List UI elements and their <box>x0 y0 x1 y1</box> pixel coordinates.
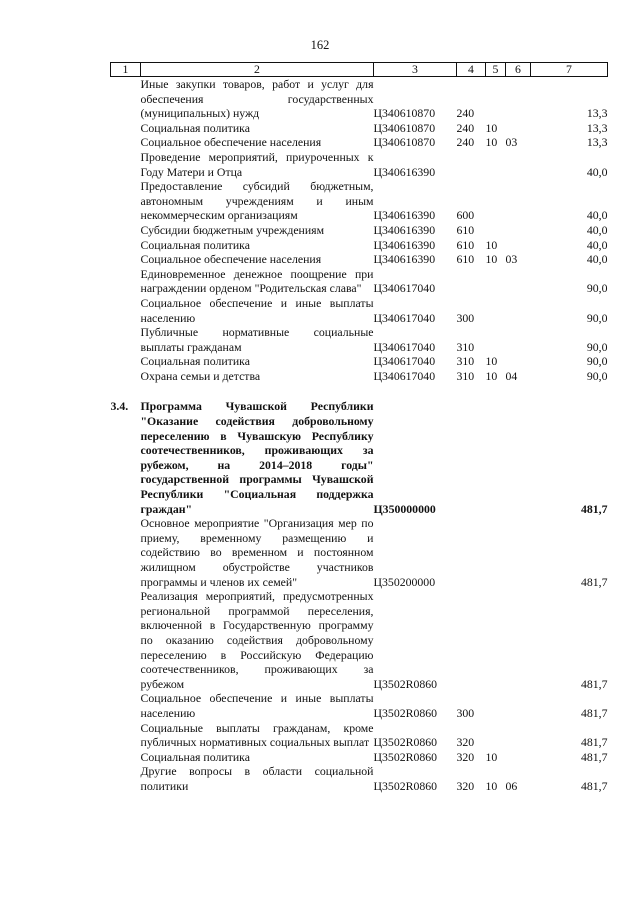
row-code: Ц340617040 <box>373 368 436 383</box>
row-section <box>486 77 506 121</box>
row-section <box>486 179 506 223</box>
row-description: Публичные нормативные социальные выплаты гражданам <box>140 325 374 354</box>
row-code: Ц340616390 <box>373 252 436 267</box>
row-amount: 40,0 <box>586 252 608 267</box>
row-code: Ц340616390 <box>373 208 436 223</box>
row-amount: 481,7 <box>580 676 608 691</box>
row-expense-type: 610 <box>456 252 475 267</box>
row-section <box>486 589 506 691</box>
row-amount: 13,3 <box>586 120 608 135</box>
table-row <box>111 223 608 238</box>
row-section <box>486 223 506 238</box>
row-code: Ц340617040 <box>373 339 436 354</box>
row-description: Единовременное денежное поощрение при награждении орденом "Родительская слава" <box>140 266 374 296</box>
row-code: Ц3502R0860 <box>373 705 438 720</box>
row-amount: 13,3 <box>586 106 608 121</box>
budget-table <box>110 62 608 794</box>
row-description: Социальные выплаты гражданам, кроме публичных нормативных социальных выплат <box>140 720 374 750</box>
row-amount: 90,0 <box>586 368 608 383</box>
row-expense-type: 240 <box>456 135 475 150</box>
row-subsection <box>506 750 531 765</box>
row-amount: 90,0 <box>586 281 608 296</box>
row-subsection <box>506 325 531 354</box>
row-subsection: 03 <box>505 252 518 267</box>
row-expense-type: 310 <box>456 339 475 354</box>
row-subsection <box>506 721 531 750</box>
row-expense-type: 310 <box>456 354 475 369</box>
table-row <box>111 121 608 136</box>
row-code: Ц340610870 <box>373 120 436 135</box>
row-subsection <box>506 589 531 691</box>
row-description: Социальная политика <box>140 354 250 369</box>
row-section <box>486 267 506 296</box>
column-header: 5 <box>486 63 506 77</box>
column-header: 6 <box>506 63 531 77</box>
row-amount: 481,7 <box>580 749 608 764</box>
row-description: Иные закупки товаров, работ и услуг для обеспечения государственных (муниципальных) нужд <box>140 77 374 121</box>
table-row <box>111 135 608 150</box>
row-description: Социальное обеспечение населения <box>140 252 322 267</box>
row-code: Ц340616390 <box>373 164 436 179</box>
table-row <box>111 296 608 325</box>
table-row <box>111 589 608 691</box>
table-row <box>111 77 608 121</box>
row-section <box>486 516 506 589</box>
row-code: Ц3502R0860 <box>373 778 438 793</box>
row-description: Предоставление субсидий бюджетным, автономным учреждениям и иным некоммерческим организациям <box>140 179 374 223</box>
table-row <box>111 325 608 354</box>
section-row <box>111 399 608 516</box>
row-code: Ц340610870 <box>373 135 436 150</box>
table-row <box>111 516 608 589</box>
row-expense-type <box>457 267 486 296</box>
row-section: 10 <box>485 135 498 150</box>
row-expense-type: 610 <box>456 237 475 252</box>
row-description: Социальная политика <box>140 749 250 764</box>
row-expense-type <box>457 150 486 179</box>
row-section: 10 <box>485 778 498 793</box>
table-header-row <box>111 63 608 77</box>
row-description: Субсидии бюджетным учреждениям <box>140 222 325 237</box>
row-section: 10 <box>485 368 498 383</box>
row-description: Социальное обеспечение и иные выплаты населению <box>140 295 374 325</box>
row-expense-type: 320 <box>456 749 475 764</box>
row-amount: 13,3 <box>586 135 608 150</box>
column-header: 3 <box>374 63 457 77</box>
table-row <box>111 150 608 179</box>
row-description: Охрана семьи и детства <box>140 368 261 383</box>
table-row <box>111 691 608 720</box>
row-description: Социальная политика <box>140 120 250 135</box>
section-number: 3.4. <box>110 399 129 414</box>
row-section: 10 <box>485 749 498 764</box>
row-code: Ц340616390 <box>373 222 436 237</box>
row-subsection <box>506 179 531 223</box>
row-code: Ц340617040 <box>373 281 436 296</box>
row-amount: 40,0 <box>586 208 608 223</box>
row-code: Ц3502R0860 <box>373 749 438 764</box>
row-expense-type: 240 <box>456 120 475 135</box>
section-title: Программа Чувашской Республики "Оказание содействия добровольному переселению в Чувашскую Республику соотечественников, проживающих за рубежом, на 2014–2018 годы" государственной программы Чувашской Республики "Социальная поддержка граждан" <box>140 399 374 516</box>
column-header: 7 <box>531 63 608 77</box>
row-expense-type <box>457 589 486 691</box>
row-amount: 481,7 <box>580 705 608 720</box>
row-subsection <box>506 516 531 589</box>
section-amount: 481,7 <box>580 501 608 516</box>
column-header: 1 <box>111 63 141 77</box>
row-section <box>486 325 506 354</box>
table-body <box>111 77 608 794</box>
row-section: 10 <box>485 252 498 267</box>
row-subsection: 03 <box>505 135 518 150</box>
row-amount: 481,7 <box>580 574 608 589</box>
row-description: Другие вопросы в области социальной политики <box>140 764 374 793</box>
row-expense-type: 300 <box>456 705 475 720</box>
row-amount: 481,7 <box>580 735 608 750</box>
row-code: Ц340610870 <box>373 106 436 121</box>
row-code: Ц340617040 <box>373 310 436 325</box>
row-code: Ц340617040 <box>373 354 436 369</box>
row-subsection <box>506 223 531 238</box>
row-subsection <box>506 296 531 325</box>
row-description: Реализация мероприятий, предусмотренных региональной программой переселения, включенной в Государственную программу по оказанию содействия добровольному переселению в Российскую Федерацию соотечественников, проживающих за рубежом <box>140 589 374 691</box>
row-section: 10 <box>485 237 498 252</box>
column-header: 2 <box>141 63 374 77</box>
column-header: 4 <box>457 63 486 77</box>
row-subsection <box>506 150 531 179</box>
row-subsection: 06 <box>505 778 518 793</box>
table-row <box>111 252 608 267</box>
row-subsection <box>506 354 531 369</box>
row-expense-type: 320 <box>456 778 475 793</box>
row-amount: 481,7 <box>580 778 608 793</box>
table-row <box>111 354 608 369</box>
table-row <box>111 750 608 765</box>
table-row <box>111 764 608 793</box>
row-section <box>486 296 506 325</box>
row-subsection <box>506 121 531 136</box>
row-amount: 90,0 <box>586 339 608 354</box>
table-row <box>111 179 608 223</box>
row-subsection: 04 <box>505 368 518 383</box>
row-expense-type: 310 <box>456 368 475 383</box>
row-code: Ц3502R0860 <box>373 735 438 750</box>
spacer-row <box>111 383 608 399</box>
row-amount: 40,0 <box>586 222 608 237</box>
row-section <box>486 721 506 750</box>
row-expense-type: 600 <box>456 208 475 223</box>
table-row <box>111 369 608 384</box>
row-expense-type: 300 <box>456 310 475 325</box>
row-section <box>486 691 506 720</box>
table-row <box>111 721 608 750</box>
section-code: Ц350000000 <box>373 501 436 516</box>
row-subsection <box>506 267 531 296</box>
row-amount: 40,0 <box>586 164 608 179</box>
row-subsection <box>506 691 531 720</box>
row-section <box>486 150 506 179</box>
row-description: Основное мероприятие "Организация мер по приему, временному размещению и содействию во временном и постоянном жилищном обустройстве участников программы и членов их семей" <box>140 516 374 589</box>
row-amount: 90,0 <box>586 310 608 325</box>
row-subsection <box>506 238 531 253</box>
row-description: Социальное обеспечение населения <box>140 135 322 150</box>
row-code: Ц350200000 <box>373 574 436 589</box>
row-expense-type: 240 <box>456 106 475 121</box>
table-row <box>111 267 608 296</box>
row-section: 10 <box>485 354 498 369</box>
row-amount: 40,0 <box>586 237 608 252</box>
row-code: Ц3502R0860 <box>373 676 438 691</box>
row-code: Ц340616390 <box>373 237 436 252</box>
row-section: 10 <box>485 120 498 135</box>
row-expense-type: 610 <box>456 222 475 237</box>
row-expense-type <box>457 516 486 589</box>
row-description: Социальная политика <box>140 237 250 252</box>
row-description: Проведение мероприятий, приуроченных к Году Матери и Отца <box>140 149 374 179</box>
row-expense-type: 320 <box>456 735 475 750</box>
row-subsection <box>506 77 531 121</box>
table-row <box>111 238 608 253</box>
page-number: 162 <box>310 38 330 52</box>
row-description: Социальное обеспечение и иные выплаты населению <box>140 691 374 720</box>
row-amount: 90,0 <box>586 354 608 369</box>
